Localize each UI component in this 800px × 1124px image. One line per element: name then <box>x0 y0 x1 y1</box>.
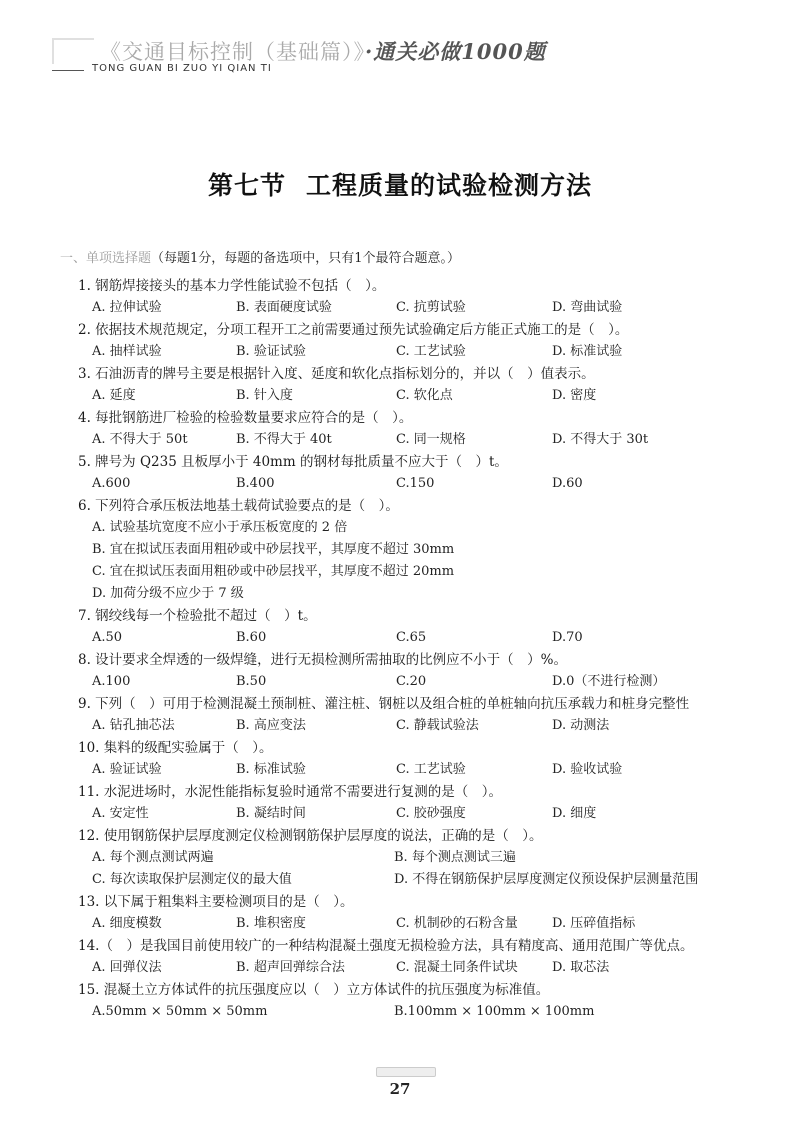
question-type-note: （每题1分，每题的备选项中，只有1个最符合题意。） <box>151 251 461 266</box>
header-decoration <box>52 38 94 64</box>
option-d: D. 细度 <box>552 806 597 821</box>
option-b: B.100mm × 100mm × 100mm <box>394 1004 595 1019</box>
question-stem: 1. 钢筋焊接接头的基本力学性能试验不包括（ ）。 <box>78 278 386 294</box>
option-c: C. 工艺试验 <box>396 762 466 777</box>
option-a: A. 拉伸试验 <box>92 300 162 315</box>
option-b: B. 超声回弹综合法 <box>236 960 345 975</box>
option-row <box>78 297 758 319</box>
option-a: A.50mm × 50mm × 50mm <box>92 1004 268 1019</box>
option-a: A. 验证试验 <box>92 762 162 777</box>
question-stem: 7. 钢绞线每一个检验批不超过（ ）t。 <box>78 608 317 624</box>
option-d: D. 加荷分级不应少于 7 级 <box>92 586 244 601</box>
option-b: B. 验证试验 <box>236 344 306 359</box>
option-row <box>78 803 758 825</box>
option-row <box>78 341 758 363</box>
question-stem: 8. 设计要求全焊透的一级焊缝，进行无损检测所需抽取的比例应不小于（ ）%。 <box>78 652 567 668</box>
option-b: B. 标准试验 <box>236 762 306 777</box>
option-a: A. 钻孔抽芯法 <box>92 718 175 733</box>
book-title <box>100 36 546 66</box>
option-row <box>78 429 758 451</box>
option-row <box>78 1001 758 1023</box>
page-number: 27 <box>389 1080 411 1098</box>
option-d: D. 动测法 <box>552 718 610 733</box>
question-stem: 9. 下列（ ）可用于检测混凝土预制桩、灌注桩、钢桩以及组合桩的单桩轴向抗压承载力和桩身完整性 <box>78 696 690 712</box>
option-a: A. 延度 <box>92 388 136 403</box>
option-a: A. 不得大于 50t <box>92 432 188 447</box>
running-header <box>52 32 752 84</box>
question-stem: 11. 水泥进场时，水泥性能指标复验时通常不需要进行复测的是（ ）。 <box>78 784 503 800</box>
option-row <box>78 759 758 781</box>
option-c: C.65 <box>396 630 427 645</box>
option-row <box>78 473 758 495</box>
option-a: A. 抽样试验 <box>92 344 162 359</box>
section-name: 工程质量的试验检测方法 <box>306 171 593 200</box>
book-title-main: 《交通目标控制（基础篇）》 <box>100 40 365 64</box>
option-d: D.60 <box>552 476 583 491</box>
option-c: C. 工艺试验 <box>396 344 466 359</box>
question-stem: 3. 石油沥青的牌号主要是根据针入度、延度和软化点指标划分的，并以（ ）值表示。 <box>78 366 595 382</box>
option-b: B. 堆积密度 <box>236 916 306 931</box>
question-stem: 6. 下列符合承压板法地基土载荷试验要点的是（ ）。 <box>78 498 399 514</box>
option-row <box>78 869 758 891</box>
option-a: A. 安定性 <box>92 806 149 821</box>
option-row <box>78 385 758 407</box>
option-c: C. 宜在拟试压表面用粗砂或中砂层找平，其厚度不超过 20mm <box>92 564 455 579</box>
option-b: B. 表面硬度试验 <box>236 300 332 315</box>
question-stem: 15. 混凝土立方体试件的抗压强度应以（ ）立方体试件的抗压强度为标准值。 <box>78 982 550 998</box>
option-b: B.400 <box>236 476 275 491</box>
question-stem: 14.（ ）是我国目前使用较广的一种结构混凝土强度无损检验方法，具有精度高、通用范围广等优点。 <box>78 938 694 954</box>
option-a: A. 每个测点测试两遍 <box>92 850 214 865</box>
question-type-heading <box>60 247 460 266</box>
option-a: A.100 <box>92 674 131 689</box>
option-c: C. 混凝土同条件试块 <box>396 960 518 975</box>
option-d: D. 密度 <box>552 388 597 403</box>
option-row <box>78 627 758 649</box>
option-b: B. 宜在拟试压表面用粗砂或中砂层找平，其厚度不超过 30mm <box>92 542 455 557</box>
option-d: D. 不得大于 30t <box>552 432 649 447</box>
option-d: D. 压碎值指标 <box>552 916 636 931</box>
section-number: 第七节 <box>207 171 286 200</box>
question-stem: 5. 牌号为 Q235 且板厚小于 40mm 的钢材每批质量不应大于（ ）t。 <box>78 454 508 470</box>
option-d: D.70 <box>552 630 583 645</box>
option-d: D. 标准试验 <box>552 344 623 359</box>
question-type-label: 一、单项选择题 <box>60 251 152 266</box>
section-title <box>0 166 800 202</box>
option-b: B. 不得大于 40t <box>236 432 332 447</box>
question-list <box>78 275 758 1023</box>
option-d: D. 弯曲试验 <box>552 300 623 315</box>
option-c: C. 抗剪试验 <box>396 300 466 315</box>
option-c: C. 机制砂的石粉含量 <box>396 916 518 931</box>
question-stem: 2. 依据技术规范规定，分项工程开工之前需要通过预先试验确定后方能正式施工的是（ ）。 <box>78 322 629 338</box>
option-d: D. 不得在钢筋保护层厚度测定仪预设保护层测量范围 <box>394 872 699 887</box>
option-row <box>78 847 758 869</box>
option-b: B. 凝结时间 <box>236 806 306 821</box>
option-a: A. 回弹仪法 <box>92 960 162 975</box>
option-a: A. 试验基坑宽度不应小于承压板宽度的 2 倍 <box>92 520 348 535</box>
option-b: B. 针入度 <box>236 388 293 403</box>
header-rule <box>52 70 84 71</box>
option-a: A. 细度模数 <box>92 916 162 931</box>
option-b: B. 高应变法 <box>236 718 306 733</box>
question-stem: 10. 集料的级配实验属于（ ）。 <box>78 740 273 756</box>
option-c: C. 胶砂强度 <box>396 806 466 821</box>
question-stem: 13. 以下属于粗集料主要检测项目的是（ ）。 <box>78 894 354 910</box>
option-b: B.50 <box>236 674 267 689</box>
option-b: B.60 <box>236 630 267 645</box>
option-c: C. 每次读取保护层测定仪的最大值 <box>92 872 292 887</box>
book-title-sub: ·通关必做1000题 <box>365 39 546 64</box>
book-title-pinyin: TONG GUAN BI ZUO YI QIAN TI <box>92 63 272 74</box>
option-row <box>78 957 758 979</box>
option-d: D. 取芯法 <box>552 960 610 975</box>
footer-ornament <box>376 1067 436 1077</box>
option-d: D.0（不进行检测） <box>552 674 666 689</box>
option-d: D. 验收试验 <box>552 762 623 777</box>
question-stem: 12. 使用钢筋保护层厚度测定仪检测钢筋保护层厚度的说法，正确的是（ ）。 <box>78 828 543 844</box>
option-c: C.20 <box>396 674 427 689</box>
option-a: A.50 <box>92 630 123 645</box>
option-c: C. 静载试验法 <box>396 718 479 733</box>
question-stem: 4. 每批钢筋进厂检验的检验数量要求应符合的是（ ）。 <box>78 410 413 426</box>
option-c: C. 软化点 <box>396 388 453 403</box>
option-a: A.600 <box>92 476 131 491</box>
option-c: C.150 <box>396 476 435 491</box>
option-c: C. 同一规格 <box>396 432 466 447</box>
option-row <box>78 913 758 935</box>
option-row <box>78 715 758 737</box>
option-row <box>78 671 758 693</box>
option-b: B. 每个测点测试三遍 <box>394 850 516 865</box>
